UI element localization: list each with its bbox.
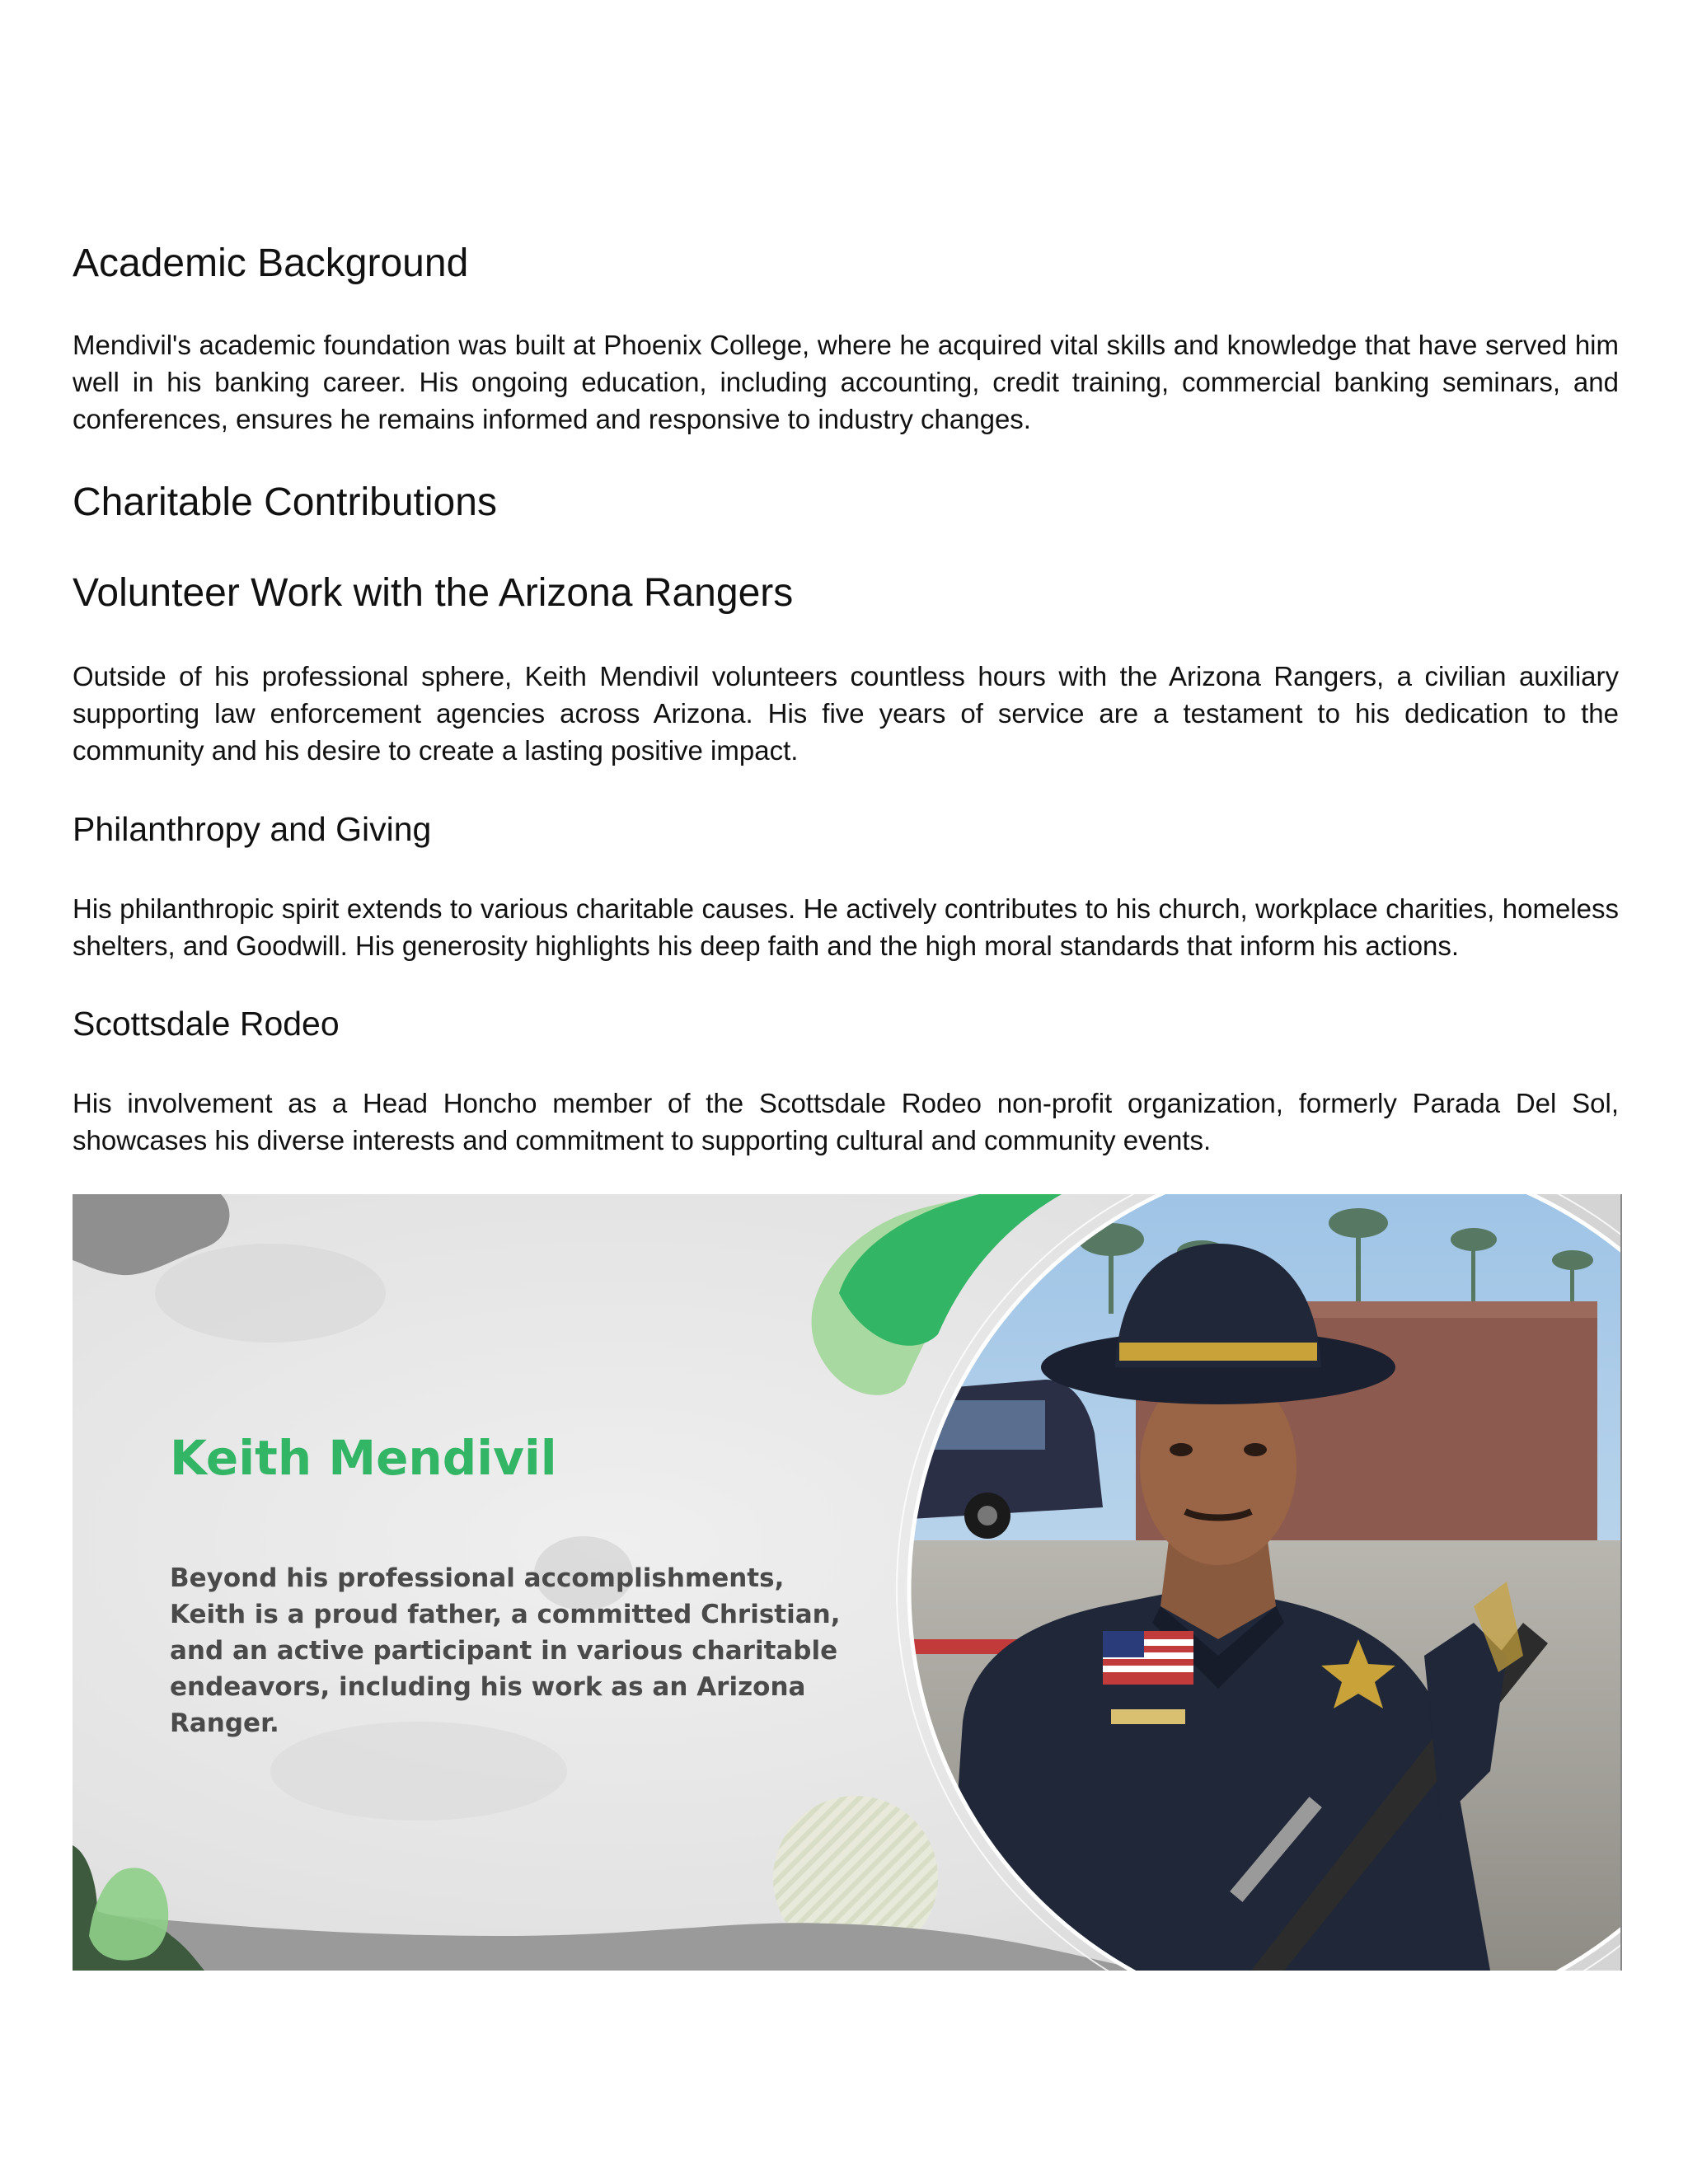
volunteer-work-heading: Volunteer Work with the Arizona Rangers [73,571,794,615]
academic-background-heading: Academic Background [73,241,469,285]
scottsdale-rodeo-paragraph: His involvement as a Head Honcho member of the Scottsdale Rodeo non-profit organization, formerly Parada Del Sol, showcases his diverse interests and commitment to supporting cultural and community events. [73,1088,1619,1155]
banner-name-title: Keith Mendivil [170,1430,557,1486]
scottsdale-rodeo-heading: Scottsdale Rodeo [73,1005,340,1043]
philanthropy-heading: Philanthropy and Giving [73,810,432,848]
profile-banner-image [73,1194,1622,1971]
philanthropy-paragraph: His philanthropic spirit extends to various charitable causes. He actively contributes to his church, workplace charities, homeless shelters, and Goodwill. His generosity highlights his deep faith and the high moral standards that inform his actions. [73,893,1619,961]
academic-background-paragraph: Mendivil's academic foundation was built at Phoenix College, where he acquired vital skills and knowledge that have served him well in his banking career. His ongoing education, including accounting, credit training, commercial banking seminars, and conferences, ensures he remains informed and responsive to industry changes. [73,330,1619,434]
banner-description: Beyond his professional accomplishments, Keith is a proud father, a committed Christian, and an active participant in various charitable endeavors, including his work as an Arizona Ranger. [170,1563,841,1738]
charitable-contributions-heading: Charitable Contributions [73,480,497,524]
volunteer-work-paragraph: Outside of his professional sphere, Keith Mendivil volunteers countless hours with the Arizona Rangers, a civilian auxiliary supporting law enforcement agencies across Arizona. His five years of service are a testament to his dedication to the community and his desire to create a lasting positive impact. [73,661,1619,766]
